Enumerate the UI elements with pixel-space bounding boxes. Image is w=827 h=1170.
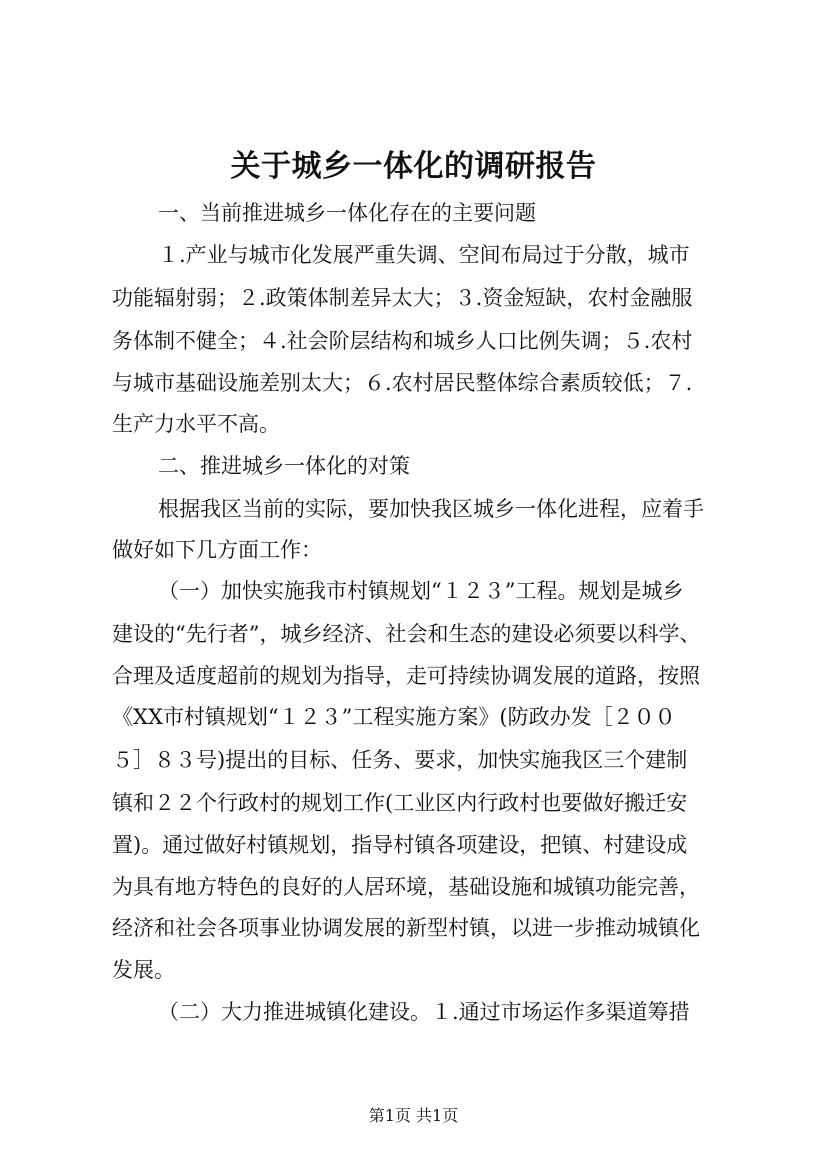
section1-line-4: 与城市基础设施差别太大；６.农村居民整体综合素质较低；７. [112,371,693,395]
para2-line-1: （二）大力推进城镇化建设。１.通过市场运作多渠道筹措 [158,1000,690,1024]
section1-heading: 一、当前推进城乡一体化存在的主要问题 [158,201,536,225]
para1-line-4: 《XX市村镇规划“１２３”工程实施方案》(防政办发［２００ [112,705,676,729]
para1-line-8: 为具有地方特色的良好的人居环境，基础设施和城镇功能完善， [112,875,700,899]
para1-line-9: 经济和社会各项事业协调发展的新型村镇，以进一步推动城镇化 [112,916,700,940]
para1-line-6: 镇和２２个行政村的规划工作(工业区内行政村也要做好搬迁安 [112,791,688,815]
intro-line-2: 做好如下几方面工作： [112,538,322,562]
intro-line-1: 根据我区当前的实际，要加快我区城乡一体化进程，应着手 [158,497,704,521]
page-footer: 第1页 共1页 [368,1106,459,1125]
para1-line-3: 合理及适度超前的规划为指导，走可持续协调发展的道路，按照 [112,664,700,688]
para1-line-5: ５］８３号)提出的目标、任务、要求，加快实施我区三个建制 [112,748,688,772]
section1-line-5: 生产力水平不高。 [112,412,280,436]
section1-line-3: 务体制不健全；４.社会阶层结构和城乡人口比例失调；５.农村 [112,329,693,353]
document-title: 关于城乡一体化的调研报告 [230,149,597,184]
section1-line-2: 功能辐射弱；２.政策体制差异太大；３.资金短缺，农村金融服 [112,286,693,310]
para1-line-10: 发展。 [112,958,175,982]
para1-line-2: 建设的“先行者”，城乡经济、社会和生态的建设必须要以科学、 [112,622,701,646]
para1-line-7: 置)。通过做好村镇规划，指导村镇各项建设，把镇、村建设成 [112,833,688,857]
para1-line-1: （一）加快实施我市村镇规划“１２３”工程。规划是城乡 [158,579,684,603]
section1-line-1: １.产业与城市化发展严重失调、空间布局过于分散，城市 [158,243,690,267]
section2-heading: 二、推进城乡一体化的对策 [158,454,410,478]
